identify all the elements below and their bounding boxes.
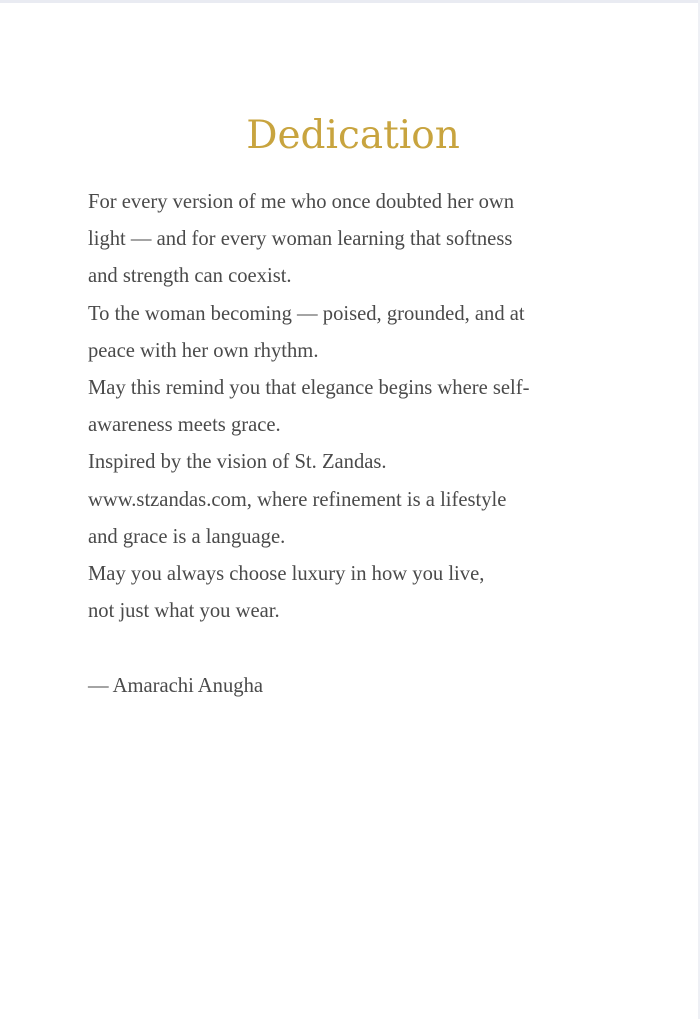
dedication-line: May you always choose luxury in how you live, [88,562,485,585]
dedication-line: awareness meets grace. [88,414,281,437]
dedication-line: and grace is a language. [88,525,286,548]
author-signature: — Amarachi Anugha [88,675,264,697]
page-top-border [0,0,700,3]
page-title: Dedication [246,113,460,158]
dedication-line: www.stzandas.com, where refinement is a lifestyle [88,488,507,511]
dedication-body [88,184,648,630]
dedication-line: To the woman becoming — poised, grounded, and at [88,302,525,325]
dedication-line: peace with her own rhythm. [88,339,319,362]
dedication-line: Inspired by the vision of St. Zandas. [88,451,387,474]
dedication-line: and strength can coexist. [88,265,292,288]
dedication-line: For every version of me who once doubted her own [88,191,515,213]
dedication-line: light — and for every woman learning that softness [88,228,513,251]
dedication-line: not just what you wear. [88,600,280,623]
dedication-line: May this remind you that elegance begins where self- [88,376,530,399]
